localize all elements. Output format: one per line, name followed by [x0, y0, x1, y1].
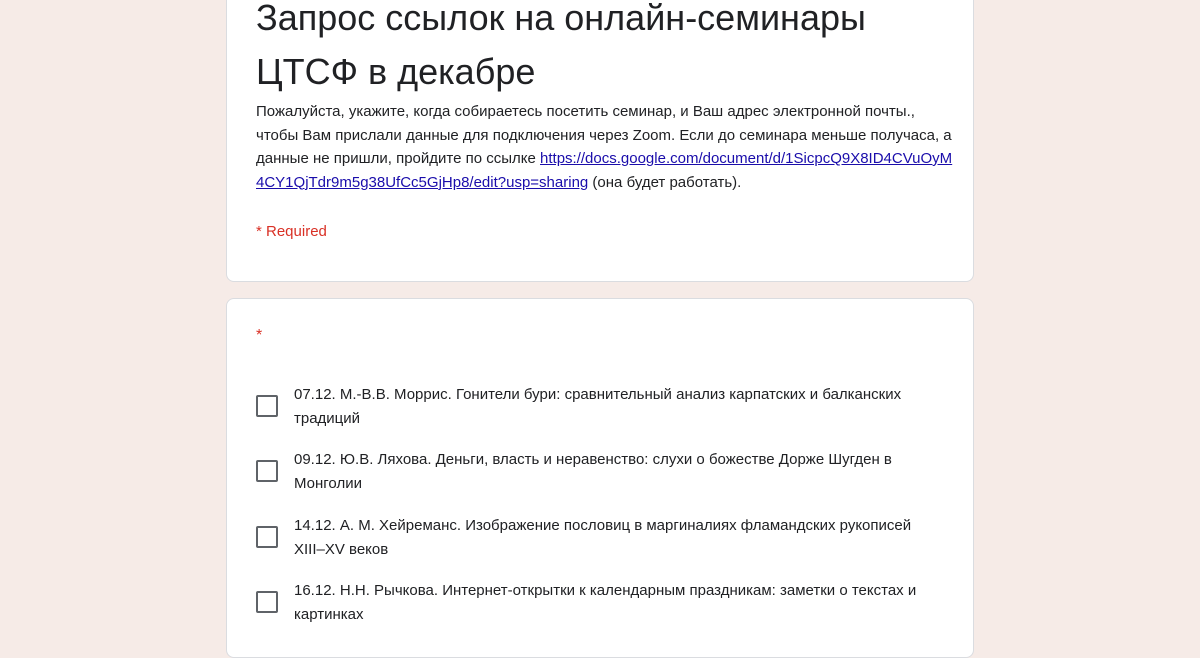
option-label: 16.12. Н.Н. Рычкова. Интернет-открытки к календарным праздникам: заметки о текстах и картинках	[294, 582, 917, 623]
required-note: * Required	[256, 223, 327, 240]
description-text-end: (она будет работать).	[588, 173, 742, 191]
option-0712[interactable]	[256, 386, 956, 445]
description-text: Пожалуйста, укажите, когда собираетесь посетить семинар, и Ваш адрес электронной почты., чтобы Вам прислали данные для подключения через Zoom. Если до семинара меньше получаса, а данные не пришли, пройдите по ссылке	[256, 103, 952, 167]
checkbox[interactable]	[256, 526, 278, 548]
checkbox[interactable]	[256, 591, 278, 613]
form-title: Запрос ссылок на онлайн-семинары ЦТСФ в декабре	[256, 0, 866, 92]
form-header-card	[226, 0, 974, 282]
question-card	[226, 298, 974, 658]
option-label: 09.12. Ю.В. Ляхова. Деньги, власть и неравенство: слухи о божестве Дорже Шугден в Монголии	[294, 451, 892, 492]
option-1412[interactable]	[256, 517, 956, 576]
option-0912[interactable]	[256, 451, 956, 510]
form-description	[256, 100, 956, 194]
checkbox[interactable]	[256, 395, 278, 417]
option-label: 07.12. М.-В.В. Моррис. Гонители бури: сравнительный анализ карпатских и балканских традиций	[294, 386, 902, 427]
option-1612[interactable]	[256, 582, 956, 641]
required-marker: *	[256, 327, 263, 344]
description-link[interactable]: https://docs.google.com/document/d/1SicpcQ9X8ID4CVuOyM4CY1QjTdr9m5g38UfCc5GjHp8/edit?usp=sharing	[256, 150, 953, 191]
checkbox[interactable]	[256, 460, 278, 482]
option-label: 14.12. А. М. Хейреманс. Изображение пословиц в маргиналиях фламандских рукописей XIII–XV веков	[294, 517, 912, 558]
